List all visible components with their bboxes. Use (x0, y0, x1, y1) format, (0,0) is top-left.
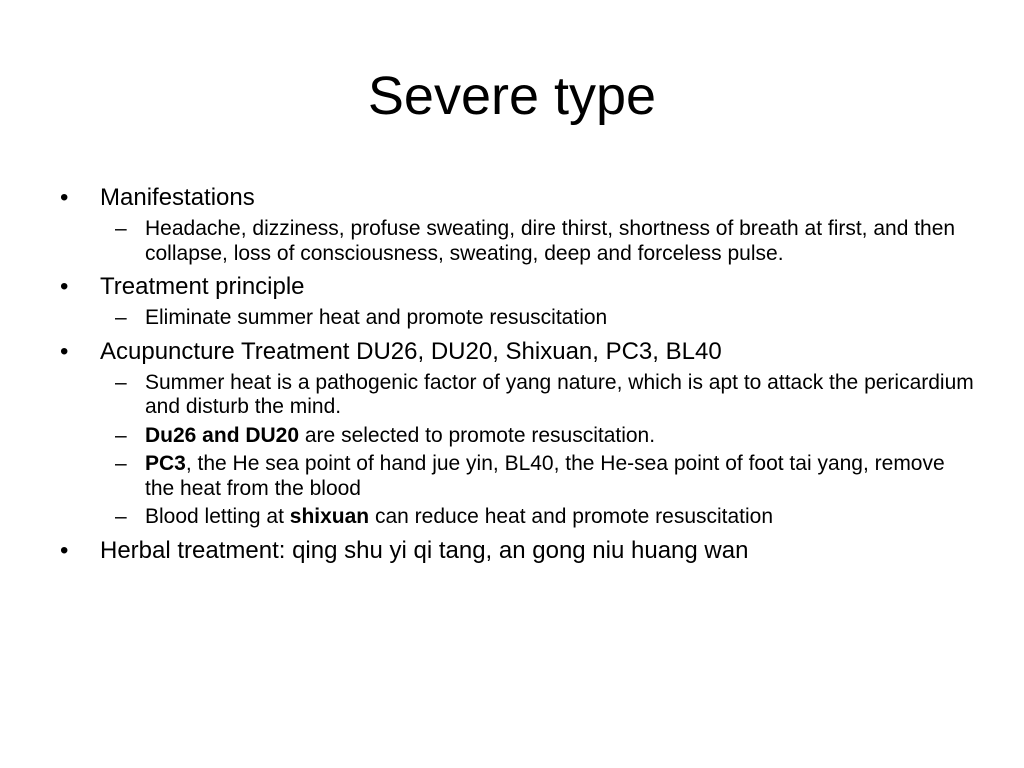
sub-bullet-text: Summer heat is a pathogenic factor of yang nature, which is apt to attack the pericardium and disturb the mind. (145, 370, 974, 418)
bullet-marker: • (60, 337, 69, 365)
bullet-text: Herbal treatment: qing shu yi qi tang, an gong niu huang wan (100, 536, 749, 564)
bullet-marker: • (60, 536, 69, 564)
sub-bullet-text: Eliminate summer heat and promote resuscitation (145, 306, 608, 329)
sub-bullet-item (57, 306, 977, 331)
bullet-text: Acupuncture Treatment DU26, DU20, Shixuan, PC3, BL40 (100, 337, 722, 365)
bullet-marker: • (60, 273, 69, 300)
sub-bullet-item (57, 217, 977, 266)
sub-bullet-item (57, 505, 977, 530)
dash-marker: – (115, 505, 127, 528)
bold-term: shixuan (289, 505, 370, 528)
sub-bullet-text: Headache, dizziness, profuse sweating, dire thirst, shortness of breath at first, and then collapse, loss of consciousness, sweating, deep and forceless pulse. (145, 217, 956, 265)
sub-bullet-item (57, 424, 977, 449)
dash-marker: – (115, 423, 127, 447)
bold-term: PC3 (145, 452, 186, 475)
sub-bullet-item (57, 452, 977, 501)
slide-title: Severe type (367, 66, 657, 126)
sub-bullet-item (57, 371, 977, 420)
dash-marker: – (115, 452, 127, 475)
dash-marker: – (115, 217, 127, 240)
bullet-text: Manifestations (100, 184, 255, 211)
dash-marker: – (115, 370, 127, 394)
sub-bullet-text: are selected to promote resuscitation. (299, 423, 656, 447)
bullet-item (57, 183, 977, 213)
bullet-item (57, 536, 977, 566)
dash-marker: – (115, 306, 127, 329)
bullet-text: Treatment principle (100, 273, 305, 300)
bullet-marker: • (60, 184, 69, 211)
bullet-list (57, 180, 977, 566)
sub-bullet-text-prefix: Blood letting at (145, 505, 290, 528)
bullet-item (57, 272, 977, 302)
sub-bullet-text: , the He sea point of hand jue yin, BL40, the He-sea point of foot tai yang, remove the heat from the blood (145, 452, 945, 500)
bullet-item (57, 337, 977, 367)
bold-term: Du26 and DU20 (145, 423, 300, 447)
sub-bullet-text: can reduce heat and promote resuscitation (369, 505, 774, 528)
